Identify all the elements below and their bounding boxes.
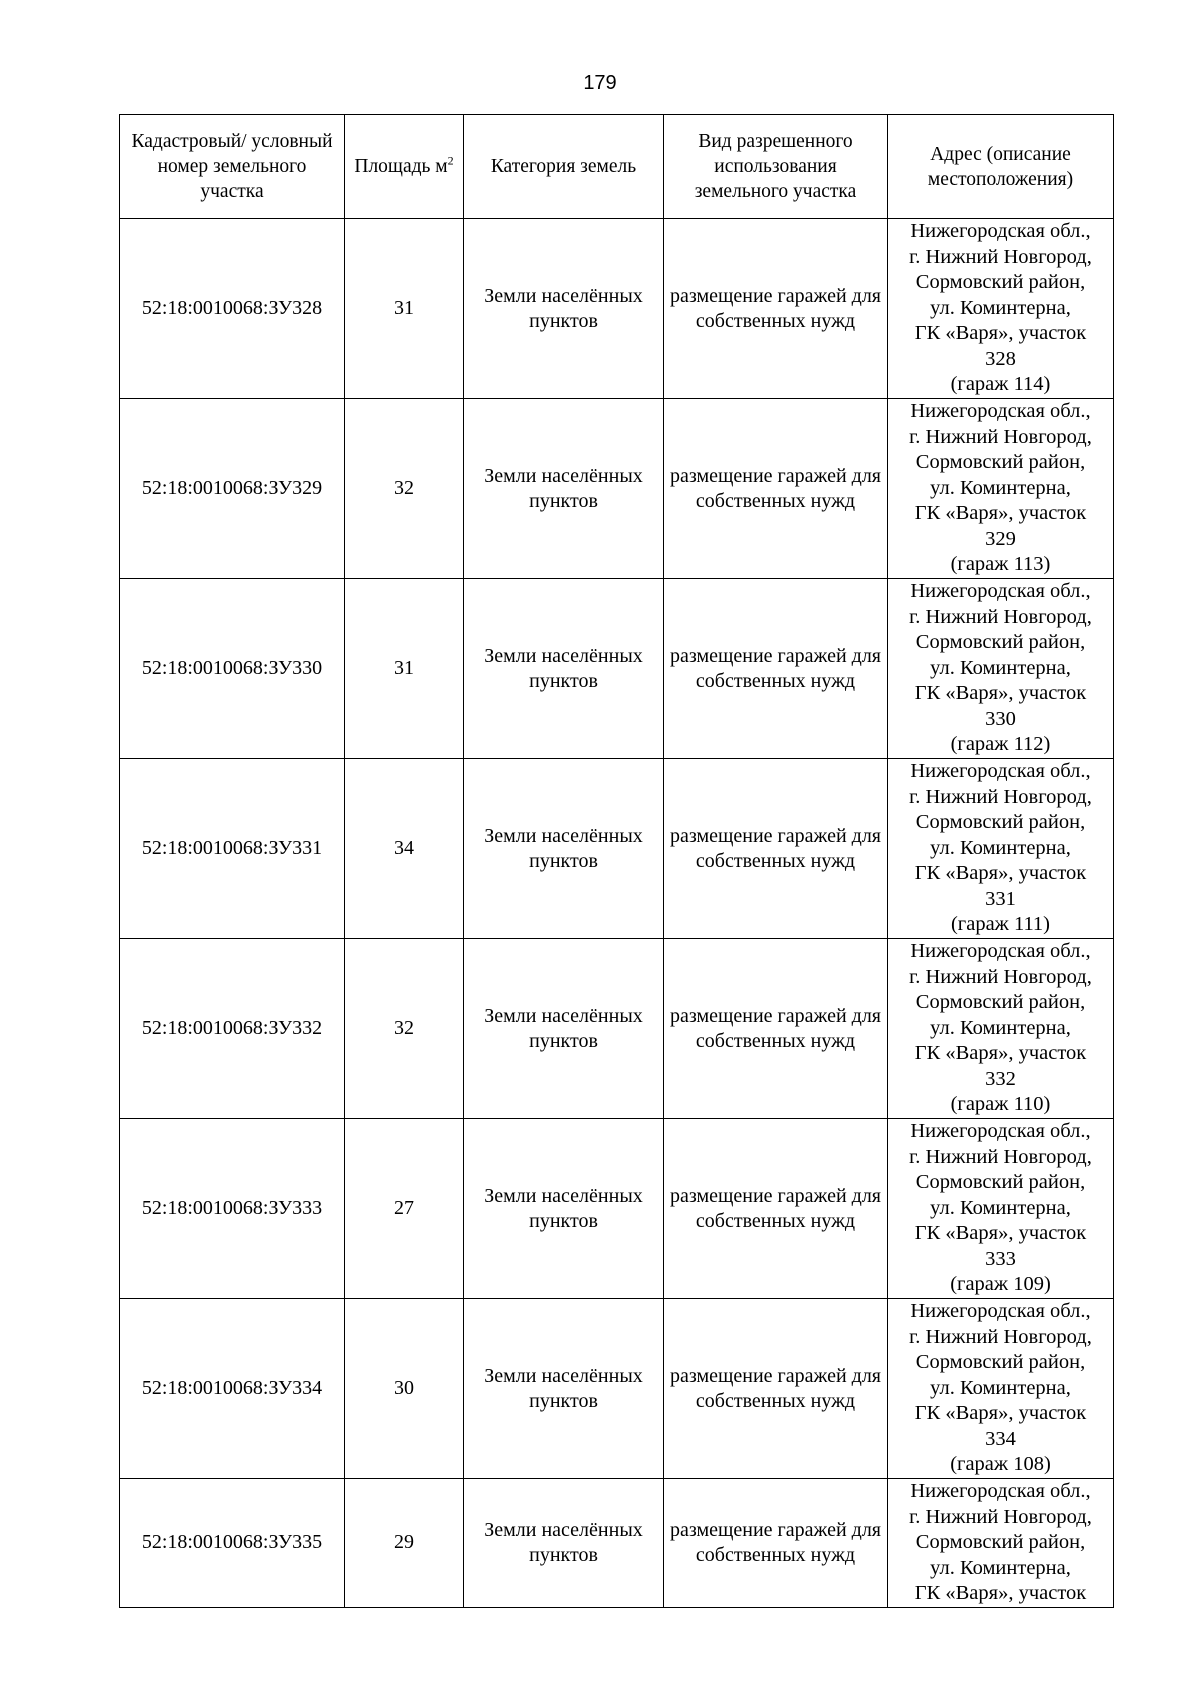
land-category-cell: Земли населённых пунктов — [464, 759, 664, 939]
address-cell — [888, 579, 1114, 759]
address-line: Сормовский район, — [915, 271, 1086, 294]
address-line: г. Нижний Новгород, — [909, 1325, 1092, 1348]
land-category-cell: Земли населённых пунктов — [464, 1299, 664, 1479]
page-number: 179 — [583, 72, 617, 94]
cadastral-number-cell: 52:18:0010068:ЗУ328 — [120, 219, 345, 399]
permitted-use-cell: размещение гаражей для собственных нужд — [664, 399, 888, 579]
address-line: 330 — [985, 707, 1016, 730]
area-cell: 27 — [345, 1119, 464, 1299]
address-cell — [888, 399, 1114, 579]
address-line: 334 — [985, 1427, 1016, 1450]
address-line: Нижегородская обл., — [910, 760, 1091, 783]
header-area-label: Площадь м — [354, 156, 448, 177]
address-line: ГК «Варя», участок — [914, 682, 1087, 705]
address-line: (гараж 109) — [950, 1273, 1051, 1296]
cadastral-number-cell: 52:18:0010068:ЗУ334 — [120, 1299, 345, 1479]
table-header — [120, 115, 1114, 219]
address-cell — [888, 1299, 1114, 1479]
address-line: ул. Коминтерна, — [930, 836, 1071, 859]
address-cell — [888, 939, 1114, 1119]
table-row — [120, 759, 1114, 939]
address-line: (гараж 108) — [950, 1453, 1051, 1476]
address-line: г. Нижний Новгород, — [909, 785, 1092, 808]
table-row — [120, 1299, 1114, 1479]
header-cadastral: Кадастровый/ условный номер земельного участка — [120, 115, 345, 219]
address-line: Нижегородская обл., — [910, 1300, 1091, 1323]
cadastral-number-cell: 52:18:0010068:ЗУ330 — [120, 579, 345, 759]
address-line: ГК «Варя», участок — [914, 1222, 1087, 1245]
table-row — [120, 939, 1114, 1119]
address-line: ГК «Варя», участок — [914, 322, 1087, 345]
permitted-use-cell: размещение гаражей для собственных нужд — [664, 219, 888, 399]
address-line: г. Нижний Новгород, — [909, 425, 1092, 448]
address-line: ГК «Варя», участок — [914, 502, 1087, 525]
address-line: ул. Коминтерна, — [930, 1376, 1071, 1399]
cadastral-number-cell: 52:18:0010068:ЗУ335 — [120, 1479, 345, 1608]
land-plot-table — [119, 114, 1114, 1608]
address-line: Сормовский район, — [915, 451, 1086, 474]
address-line: Сормовский район, — [915, 1171, 1086, 1194]
header-area-unit-exponent: 2 — [447, 153, 454, 168]
area-cell: 34 — [345, 759, 464, 939]
address-line: 331 — [985, 887, 1016, 910]
address-line: г. Нижний Новгород, — [909, 605, 1092, 628]
permitted-use-cell: размещение гаражей для собственных нужд — [664, 939, 888, 1119]
address-cell — [888, 1119, 1114, 1299]
table-row — [120, 579, 1114, 759]
address-line: 332 — [985, 1067, 1016, 1090]
table-body — [120, 219, 1114, 1608]
table-row — [120, 399, 1114, 579]
address-line: ул. Коминтерна, — [930, 656, 1071, 679]
table-row — [120, 219, 1114, 399]
land-category-cell: Земли населённых пунктов — [464, 219, 664, 399]
header-row — [120, 115, 1114, 219]
permitted-use-cell: размещение гаражей для собственных нужд — [664, 1299, 888, 1479]
address-line: Нижегородская обл., — [910, 400, 1091, 423]
address-line: ул. Коминтерна, — [930, 476, 1071, 499]
header-area — [345, 115, 464, 219]
permitted-use-cell: размещение гаражей для собственных нужд — [664, 759, 888, 939]
area-cell: 29 — [345, 1479, 464, 1608]
land-category-cell: Земли населённых пунктов — [464, 1479, 664, 1608]
address-line: Сормовский район, — [915, 811, 1086, 834]
cadastral-number-cell: 52:18:0010068:ЗУ331 — [120, 759, 345, 939]
area-cell: 31 — [345, 219, 464, 399]
area-cell: 32 — [345, 399, 464, 579]
address-line: 333 — [985, 1247, 1016, 1270]
table-row — [120, 1479, 1114, 1608]
address-line: Нижегородская обл., — [910, 220, 1091, 243]
cadastral-number-cell: 52:18:0010068:ЗУ333 — [120, 1119, 345, 1299]
land-category-cell: Земли населённых пунктов — [464, 399, 664, 579]
address-cell — [888, 1479, 1114, 1608]
address-line: (гараж 113) — [950, 553, 1051, 576]
area-cell: 30 — [345, 1299, 464, 1479]
address-line: 328 — [985, 347, 1016, 370]
address-line: ул. Коминтерна, — [930, 296, 1071, 319]
address-line: г. Нижний Новгород, — [909, 245, 1092, 268]
permitted-use-cell: размещение гаражей для собственных нужд — [664, 1119, 888, 1299]
address-line: Нижегородская обл., — [910, 940, 1091, 963]
cadastral-number-cell: 52:18:0010068:ЗУ332 — [120, 939, 345, 1119]
address-line: (гараж 114) — [950, 373, 1051, 396]
address-line: ГК «Варя», участок — [914, 1402, 1087, 1425]
address-line: ул. Коминтерна, — [930, 1016, 1071, 1039]
address-line: 329 — [985, 527, 1016, 550]
area-cell: 31 — [345, 579, 464, 759]
land-category-cell: Земли населённых пунктов — [464, 1119, 664, 1299]
address-line: ул. Коминтерна, — [930, 1196, 1071, 1219]
header-category: Категория земель — [464, 115, 664, 219]
table-row — [120, 1119, 1114, 1299]
address-line: ГК «Варя», участок — [914, 1582, 1087, 1604]
address-cell — [888, 759, 1114, 939]
land-category-cell: Земли населённых пунктов — [464, 579, 664, 759]
address-line: ГК «Варя», участок — [914, 1042, 1087, 1065]
address-line: ГК «Варя», участок — [914, 862, 1087, 885]
address-cell — [888, 219, 1114, 399]
address-line: (гараж 110) — [950, 1093, 1051, 1116]
permitted-use-cell: размещение гаражей для собственных нужд — [664, 579, 888, 759]
address-line: Нижегородская обл., — [910, 1120, 1091, 1143]
address-line: ул. Коминтерна, — [930, 1556, 1071, 1579]
address-line: Нижегородская обл., — [910, 580, 1091, 603]
address-line: Сормовский район, — [915, 631, 1086, 654]
header-usage: Вид разрешенного использования земельного участка — [664, 115, 888, 219]
area-cell: 32 — [345, 939, 464, 1119]
address-line: г. Нижний Новгород, — [909, 965, 1092, 988]
address-line: Нижегородская обл., — [910, 1480, 1091, 1502]
address-line: (гараж 112) — [950, 733, 1051, 756]
land-category-cell: Земли населённых пунктов — [464, 939, 664, 1119]
address-line: Сормовский район, — [915, 1531, 1086, 1553]
address-line: (гараж 111) — [950, 913, 1051, 936]
address-line: г. Нижний Новгород, — [909, 1145, 1092, 1168]
address-line: Сормовский район, — [915, 1351, 1086, 1374]
address-line: г. Нижний Новгород, — [909, 1505, 1092, 1528]
address-line: Сормовский район, — [915, 991, 1086, 1014]
permitted-use-cell: размещение гаражей для собственных нужд — [664, 1479, 888, 1608]
header-address: Адрес (описание местоположения) — [888, 115, 1114, 219]
cadastral-number-cell: 52:18:0010068:ЗУ329 — [120, 399, 345, 579]
